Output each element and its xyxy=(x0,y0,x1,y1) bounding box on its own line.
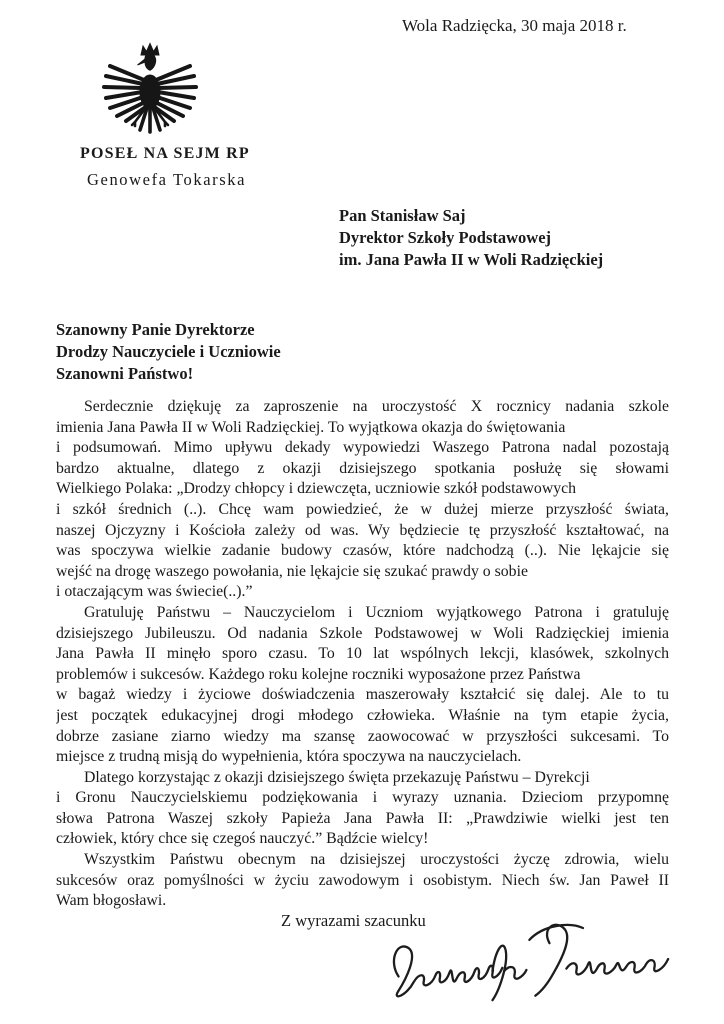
body-line: wejść na drogę waszego powołania, nie lękajcie się szukać prawdy o sobie xyxy=(56,562,528,580)
recipient-line: Dyrektor Szkoły Podstawowej xyxy=(339,228,552,247)
body-line: słowa Patrona Waszej szkoły Papieża Jana Pawła II: „Prawdziwie wielki jest ten xyxy=(56,809,669,827)
dateline: Wola Radzięcka, 30 maja 2018 r. xyxy=(402,16,627,35)
body-line: was spoczywa wielkie zadanie budowy czasów, które nadchodzą (..). Nie lękajcie się xyxy=(56,542,669,560)
body-line: naszej Ojczyzny i Kościoła zależy od was. Wy będziecie tę przyszłość kształtować, na xyxy=(56,521,669,539)
polish-eagle-emblem-icon xyxy=(98,40,202,136)
body-line: dzisiejszego Jubileuszu. Od nadania Szkole Podstawowej w Woli Radzięckiej imienia xyxy=(56,624,669,642)
body-line: Serdecznie dziękuję za zaproszenie na uroczystość X rocznicy nadania szkole xyxy=(84,398,669,415)
sender-name: Genowefa Tokarska xyxy=(87,170,247,189)
body-line: imienia Jana Pawła II w Woli Radzięckiej. To wyjątkowa okazja do świętowania xyxy=(56,418,566,436)
body-line: i szkół średnich (..). Chcę wam powiedzieć, że w dużej mierze przyszłość świata, xyxy=(56,500,669,518)
body-line: sukcesów oraz pomyślności w życiu zawodowym i osobistym. Niech św. Jan Paweł II xyxy=(56,871,669,889)
body-line: i Gronu Nauczycielskiemu podziękowania i wyrazy uznania. Dzieciom przypomnę xyxy=(56,789,669,807)
body-line: i otaczającym was świecie(..).” xyxy=(56,583,253,601)
body-line: Gratuluję Państwu – Nauczycielom i Uczniom wyjątkowego Patrona i gratuluję xyxy=(84,603,669,621)
recipient-block xyxy=(339,205,603,271)
body-line: Dlatego korzystając z okazji dzisiejszego święta przekazuję Państwu – Dyrekcji xyxy=(84,768,590,786)
recipient-line: im. Jana Pawła II w Woli Radzięckiej xyxy=(339,250,604,269)
body-line: Wielkiego Polaka: „Drodzy chłopcy i dziewczęta, uczniowie szkół podstawowych xyxy=(56,480,577,498)
salutation-line: Drodzy Nauczyciele i Uczniowie xyxy=(56,342,281,361)
recipient-line: Pan Stanisław Saj xyxy=(339,206,466,225)
salutation-block xyxy=(56,319,281,385)
body-line: w bagaż wiedzy i życiowe doświadczenia maszerowały kształcić się dalej. Ale to tu xyxy=(56,686,669,704)
body-line: problemów i sukcesów. Każdego roku kolejne roczniki wyposażone przez Państwa xyxy=(56,665,581,683)
handwritten-signature xyxy=(376,907,675,1009)
body-line: Jana Pawła II minęło sporo czasu. To 10 lat wspólnych lekcji, klasówek, szkolnych xyxy=(56,645,669,663)
closing-phrase: Z wyrazami szacunku xyxy=(281,911,426,930)
sender-title: POSEŁ NA SEJM RP xyxy=(80,145,250,162)
salutation-line: Szanowni Państwo! xyxy=(56,364,194,383)
letter-body xyxy=(56,397,669,912)
body-line: jest początek edukacyjnej drogi młodego człowieka. Właśnie na tym etapie życia, xyxy=(56,706,669,724)
body-line: miejsce z trudną misją do wypełnienia, która spoczywa na nauczycielach. xyxy=(56,748,522,766)
body-line: dobrze zasiane ziarno wiedzy ma szansę zaowocować w przyszłości sukcesami. To xyxy=(56,727,669,745)
salutation-line: Szanowny Panie Dyrektorze xyxy=(56,320,255,339)
body-line: bardzo aktualne, dlatego z okazji dzisiejszego spotkania posłużę się słowami xyxy=(56,459,669,477)
body-line: i podsumowań. Mimo upływu dekady wypowiedzi Waszego Patrona nadal pozostają xyxy=(56,439,669,457)
body-line: człowiek, który chce się czegoś nauczyć.” Bądźcie wielcy! xyxy=(56,830,429,848)
body-line: Wam błogosławi. xyxy=(56,892,167,910)
body-line: Wszystkim Państwu obecnym na dzisiejszej uroczystości życzę zdrowia, wielu xyxy=(84,851,669,869)
